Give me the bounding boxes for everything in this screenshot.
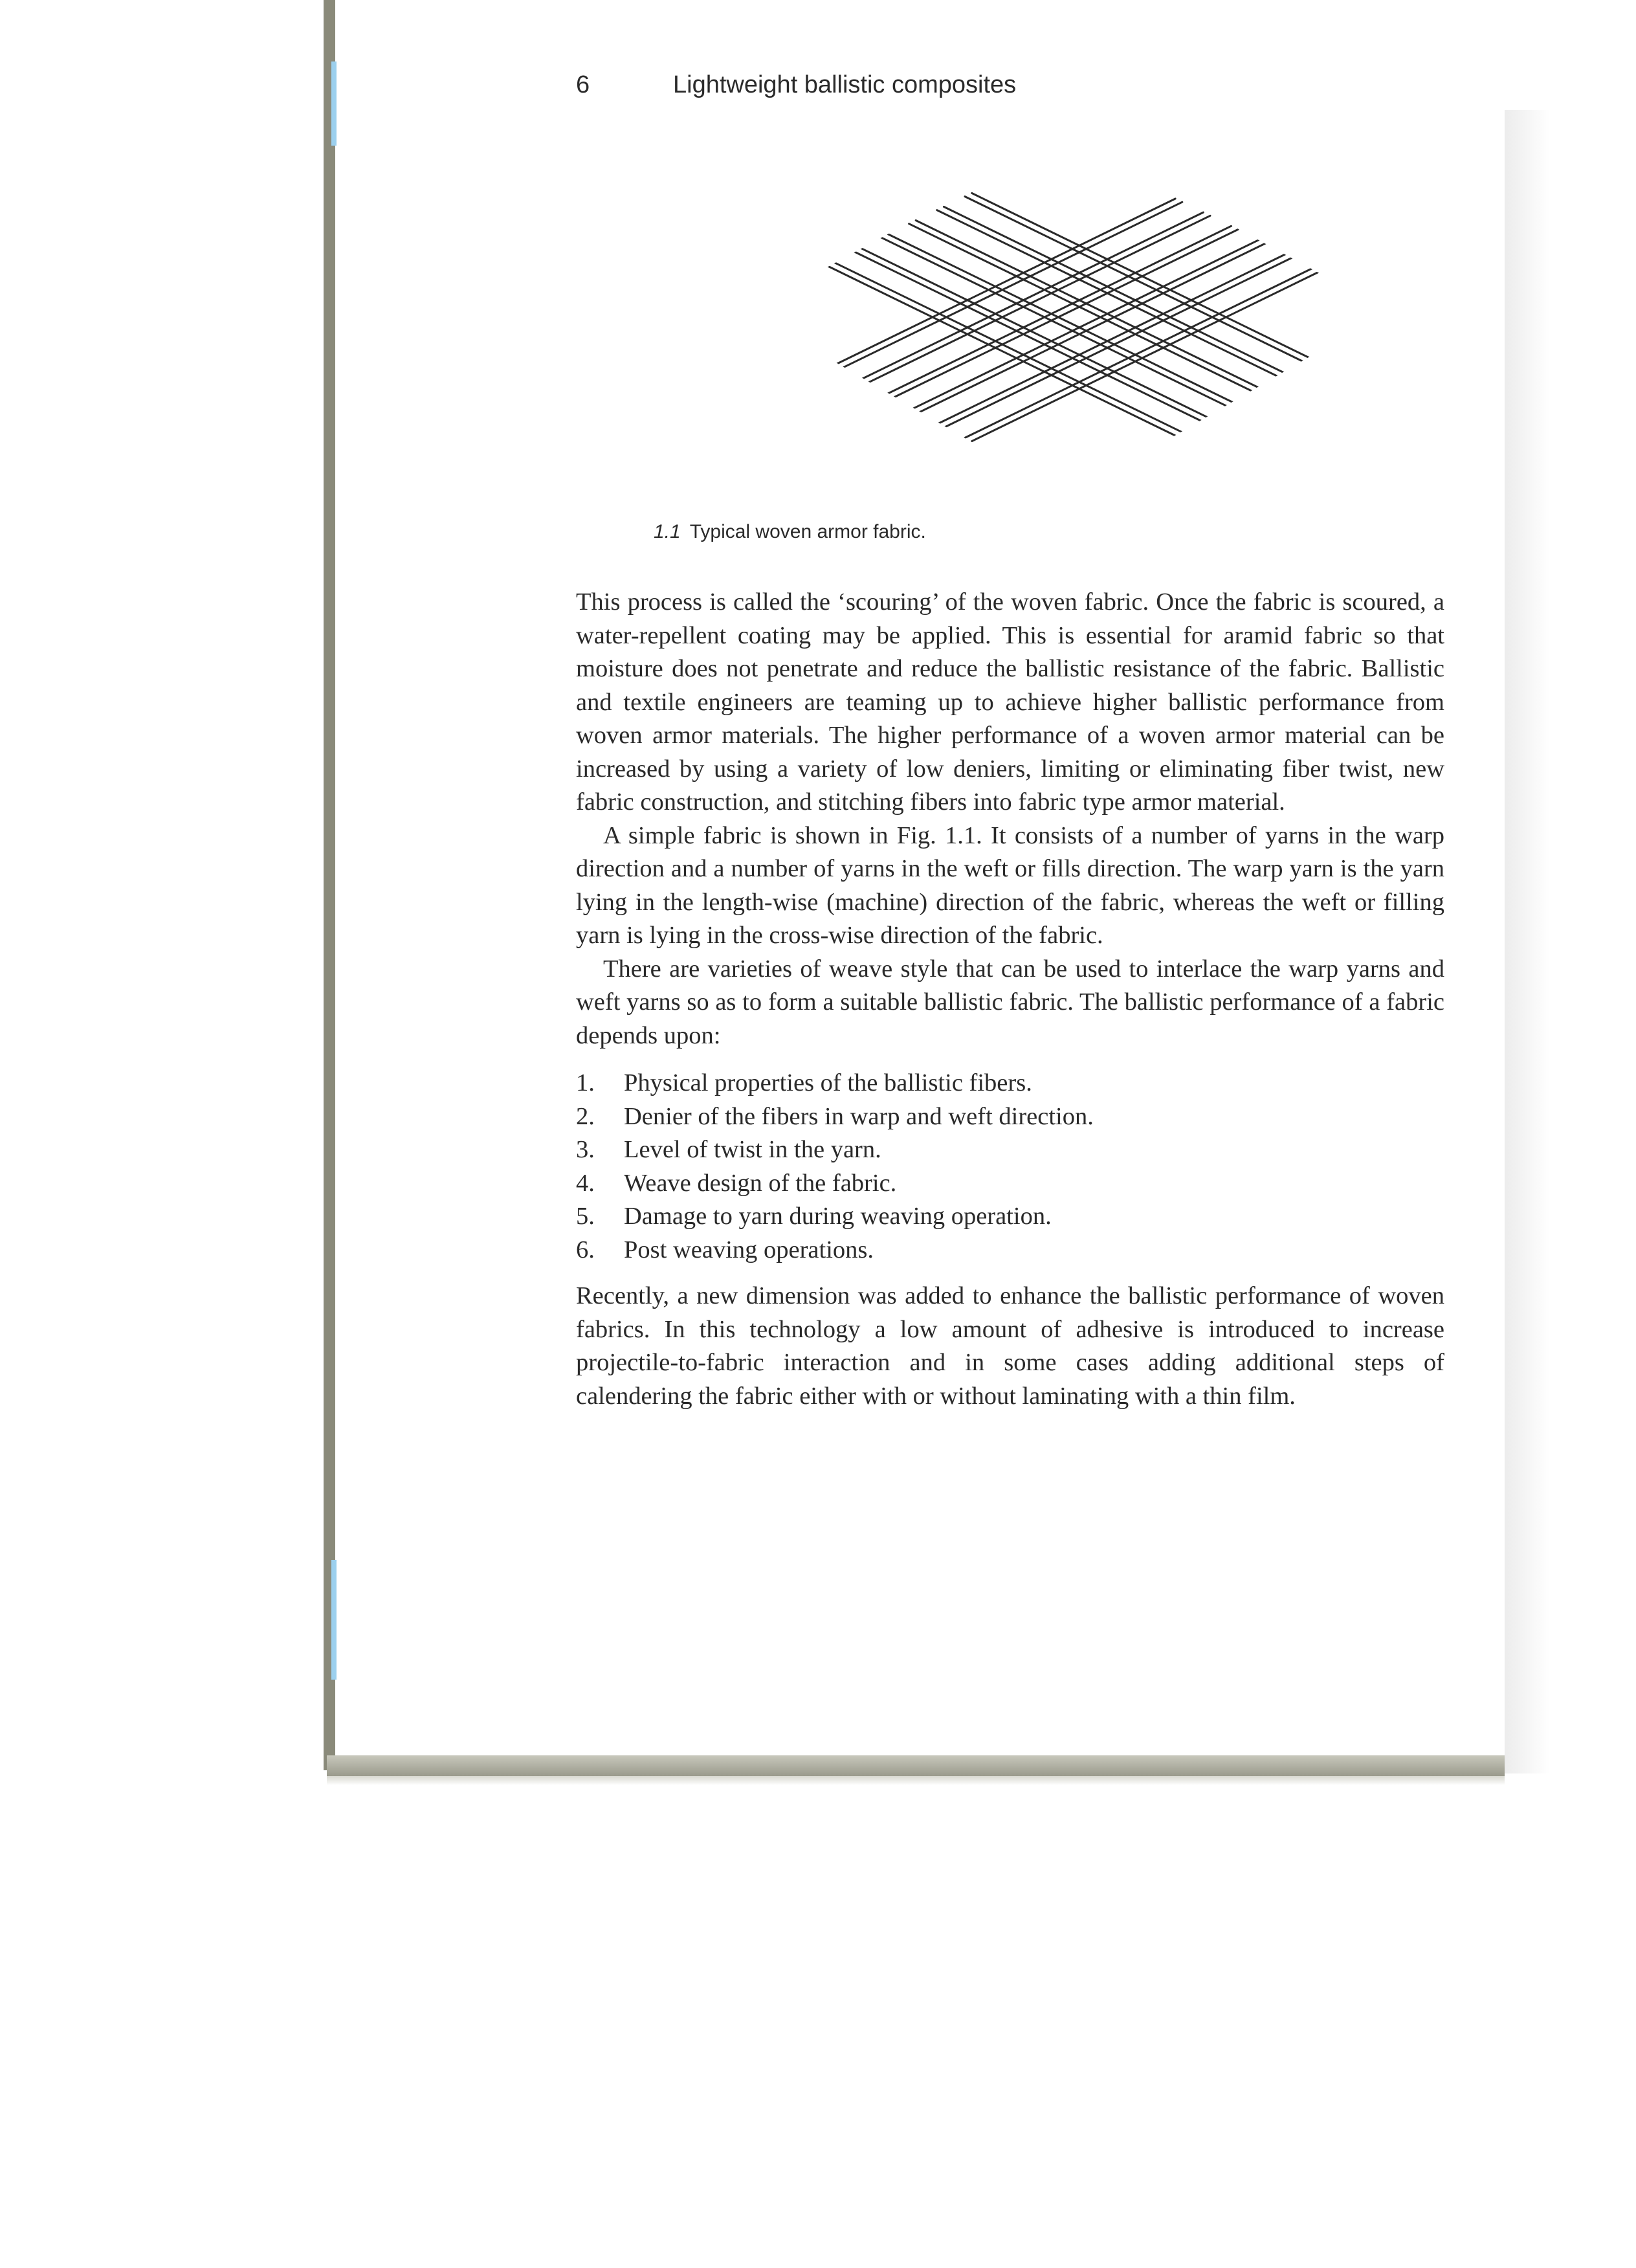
book-spine [324, 0, 335, 1770]
list-number: 3. [576, 1136, 595, 1163]
page-bottom-edge [327, 1755, 1505, 1776]
list-text: Damage to yarn during weaving operation. [624, 1203, 1052, 1230]
book-page [337, 0, 1505, 1755]
woven-fabric-illustration [735, 123, 1401, 505]
body-text [576, 586, 1444, 1413]
paragraph: There are varieties of weave style that can be used to interlace the warp yarns and weft yarns so as to form a suitable ballistic fabric. The ballistic performance of a fabric depends upon: [576, 955, 1444, 1049]
running-title: Lightweight ballistic composites [673, 71, 1017, 98]
running-header [576, 71, 1016, 99]
figure-caption-text: Typical woven armor fabric. [689, 521, 926, 542]
list-text: Post weaving operations. [624, 1236, 874, 1263]
figure-caption [654, 521, 926, 543]
list-item [576, 1200, 1444, 1234]
list-text: Level of twist in the yarn. [624, 1136, 881, 1163]
page-number: 6 [576, 71, 590, 98]
spine-accent-top [331, 61, 337, 146]
list-text: Weave design of the fabric. [624, 1169, 897, 1197]
list-item [576, 1100, 1444, 1134]
page-right-shadow [1505, 110, 1550, 1773]
factor-list [576, 1067, 1444, 1267]
page-bottom-shadow [327, 1776, 1505, 1785]
list-number: 4. [576, 1169, 595, 1197]
figure-number: 1.1 [654, 521, 681, 542]
list-number: 2. [576, 1102, 595, 1130]
list-item [576, 1167, 1444, 1201]
list-number: 1. [576, 1069, 595, 1096]
paragraph: A simple fabric is shown in Fig. 1.1. It consists of a number of yarns in the warp direction and a number of yarns in the weft or fills direction. The warp yarn is the yarn lying in the length-wise (machine) direction of the fabric, whereas the weft or filling yarn is lying in the cross-wise direction of the fabric. [576, 821, 1444, 949]
list-text: Denier of the fibers in warp and weft direction. [624, 1102, 1094, 1130]
list-number: 6. [576, 1236, 595, 1263]
list-number: 5. [576, 1203, 595, 1230]
list-item [576, 1067, 1444, 1100]
paragraph: Recently, a new dimension was added to enhance the ballistic performance of woven fabrics. In this technology a low amount of adhesive is introduced to increase projectile-to-fabric interaction and in some cases adding additional steps of calendering the fabric either with or without laminating with a thin film. [576, 1282, 1444, 1410]
list-text: Physical properties of the ballistic fibers. [624, 1069, 1032, 1096]
list-item [576, 1234, 1444, 1267]
list-item [576, 1133, 1444, 1167]
paragraph: This process is called the ‘scouring’ of the woven fabric. Once the fabric is scoured, a water-repellent coating may be applied. This is essential for aramid fabric so that moisture does not penetrate and reduce the ballistic resistance of the fabric. Ballistic and textile engineers are teaming up to achieve higher ballistic performance from woven armor materials. The higher performance of a woven armor material can be increased by using a variety of low deniers, limiting or eliminating fiber twist, new fabric construction, and stitching fibers into fabric type armor material. [576, 588, 1444, 816]
spine-accent-bottom [331, 1560, 337, 1680]
